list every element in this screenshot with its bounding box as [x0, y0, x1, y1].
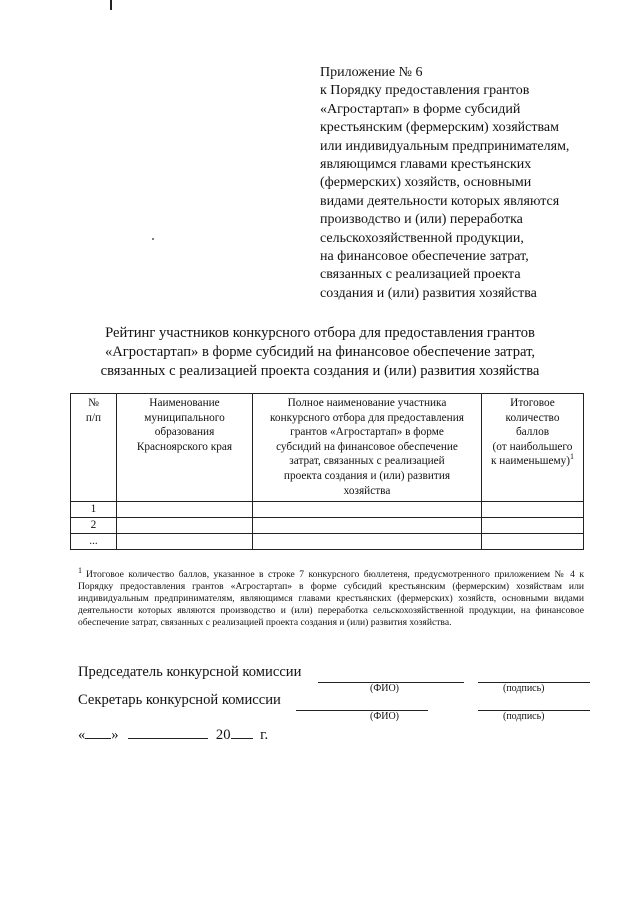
appendix-line: или индивидуальным предпринимателям,: [320, 138, 570, 154]
appendix-line: крестьянским (фермерским) хозяйствам: [320, 120, 559, 136]
cell-municipality: [117, 534, 253, 550]
appendix-line: видами деятельности которых являются: [320, 193, 560, 209]
cell-number: ...: [71, 534, 117, 550]
appendix-line: сельскохозяйственной продукции,: [320, 230, 524, 246]
footnote-mark: 1: [78, 565, 82, 575]
year-suffix: г.: [260, 727, 269, 743]
document-title: [70, 324, 570, 381]
header-total-score: Итоговое количество баллов (от наибольшего к наименьшему)$^1$: [482, 394, 584, 502]
cell-score: [482, 502, 584, 518]
title-line: «Агростартап» в форме субсидий на финансовое обеспечение затрат,: [104, 344, 536, 360]
appendix-line: к Порядку предоставления грантов: [320, 83, 530, 99]
date-line: [78, 724, 268, 744]
secretary-fio-line[interactable]: [296, 710, 428, 711]
header-participant: Полное наименование участника конкурсного отбора для предоставления грантов «Агростартап» в форме субсидий на финансовое обеспечение затрат, связанных с реализацией проекта создания и (или) развития хозяйства: [253, 394, 482, 502]
cell-score: [482, 534, 584, 550]
title-line: Рейтинг участников конкурсного отбора для предоставления грантов: [105, 325, 535, 341]
table-header-row: [71, 394, 584, 502]
header-municipality: Наименование муниципального образования Красноярского края: [117, 394, 253, 502]
appendix-line: «Агростартап» в форме субсидий: [320, 101, 521, 117]
secretary-label: Секретарь конкурсной комиссии: [78, 692, 281, 708]
table-row: [71, 502, 584, 518]
cell-municipality: [117, 502, 253, 518]
appendix-line: (фермерских) хозяйств, основными: [320, 175, 532, 191]
footnote-ref: 1: [570, 452, 575, 462]
header-number: № п/п: [71, 394, 117, 502]
cell-participant: [253, 518, 482, 534]
scan-speck: [152, 238, 154, 240]
chair-fio-caption: (ФИО): [370, 683, 400, 694]
date-open-quote: «: [78, 727, 86, 743]
appendix-line: на финансовое обеспечение затрат,: [320, 249, 529, 265]
table-row: [71, 518, 584, 534]
cell-municipality: [117, 518, 253, 534]
rating-table: [70, 393, 584, 550]
year-prefix: 20: [215, 727, 231, 743]
cell-participant: [253, 502, 482, 518]
appendix-line: являющимся главами крестьянских: [320, 157, 532, 173]
secretary-signature-caption: (подпись): [503, 711, 545, 722]
title-line: связанных с реализацией проекта создания и (или) развития хозяйства: [100, 363, 540, 379]
cell-number: 1: [71, 502, 117, 518]
cell-number: 2: [71, 518, 117, 534]
chair-label: Председатель конкурсной комиссии: [78, 664, 302, 680]
footnote: [78, 565, 584, 629]
chair-signature-caption: (подпись): [503, 683, 545, 694]
cell-score: [482, 518, 584, 534]
date-close-quote: »: [111, 727, 119, 743]
appendix-line: связанных с реализацией проекта: [320, 267, 521, 283]
appendix-reference: [320, 64, 620, 303]
table-row: [71, 534, 584, 550]
year-blank[interactable]: [231, 724, 253, 739]
appendix-line: производство и (или) переработка: [320, 212, 523, 228]
cell-participant: [253, 534, 482, 550]
appendix-line: создания и (или) развития хозяйства: [320, 285, 537, 301]
month-blank[interactable]: [128, 724, 208, 739]
secretary-fio-caption: (ФИО): [370, 711, 400, 722]
day-blank[interactable]: [85, 724, 111, 739]
footnote-text: Итоговое количество баллов, указанное в строке 7 конкурсного бюллетеня, предусмотренного приложением № 4 к Порядку предоставления грантов «Агростартап» в форме субсидий крестьянским (фермерским) хозяйствам или индивидуальным предпринимателям, являющимся главами крестьянских (фермерских) хозяйств, основными видами деятельности которых являются производство и (или) переработка сельскохозяйственной продукции, на финансовое обеспечение затрат, связанных с реализацией проекта создания и (или) развития хозяйства.: [78, 569, 584, 628]
page-edge-mark: [110, 0, 112, 10]
appendix-line: Приложение № 6: [320, 65, 423, 80]
